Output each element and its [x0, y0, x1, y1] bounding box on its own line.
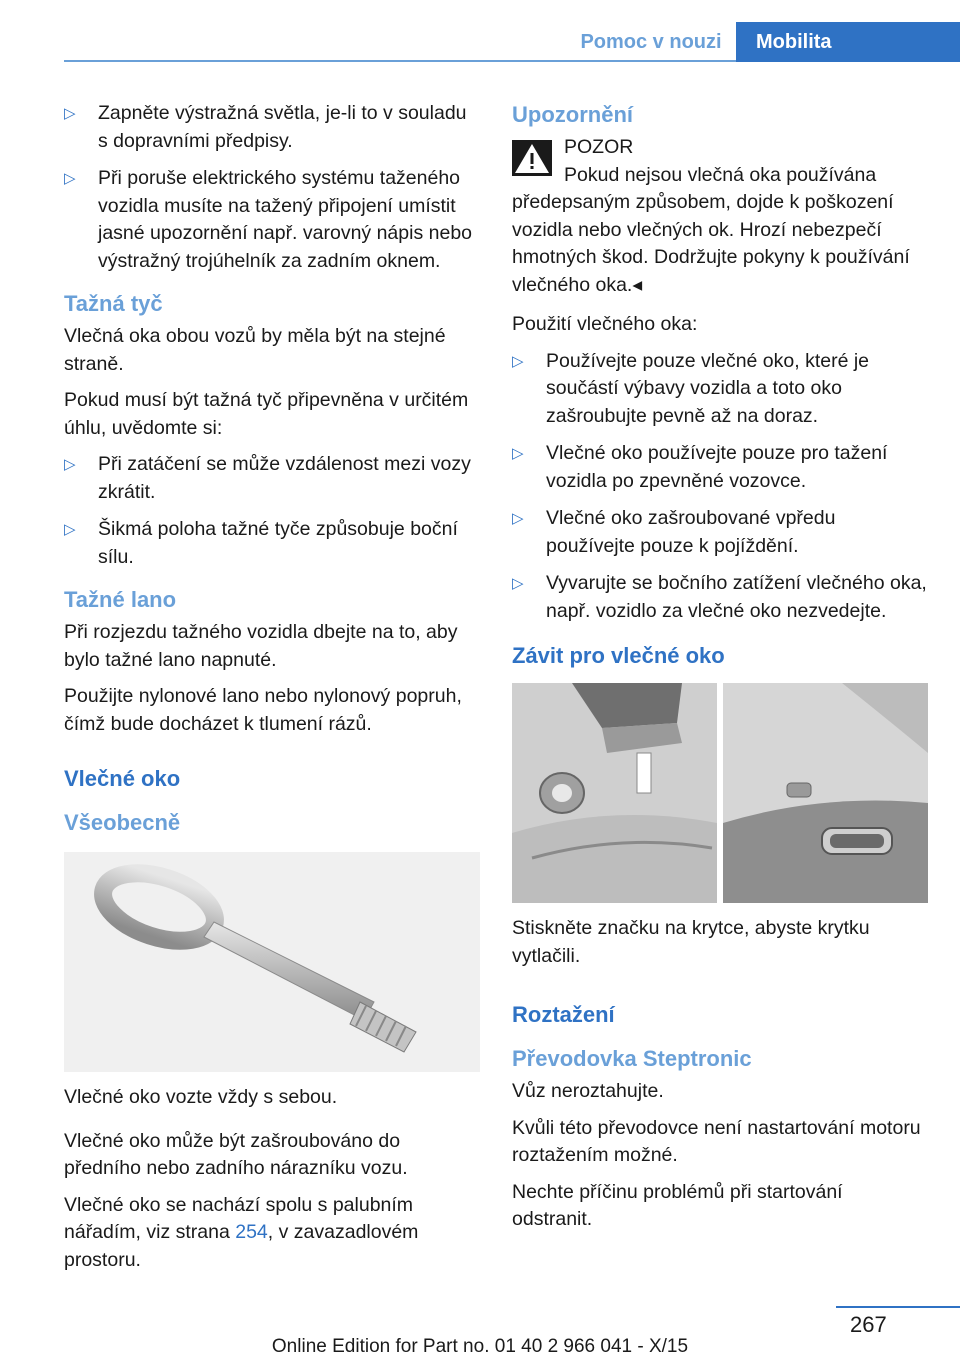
paragraph: Pokud musí být tažná tyč připevněna v určitém úhlu, uvědomte si: — [64, 389, 469, 439]
image-caption: Stiskněte značku na krytce, abyste krytku vytlačili. — [512, 917, 870, 967]
bullet-list-top — [64, 100, 480, 275]
page-link[interactable]: 254 — [235, 1221, 268, 1243]
paragraph: Použijte nylonové lano nebo nylonový popruh, čímž bude docházet k tlumení rázů. — [64, 685, 462, 735]
bumper-image — [512, 683, 928, 903]
heading-zavit: Závit pro vlečné oko — [512, 643, 725, 668]
left-column — [64, 100, 480, 1283]
paragraph: Vlečné oko může být zašroubováno do předního nebo zadního nárazníku vozu. — [64, 1129, 408, 1179]
tab-section[interactable]: Pomoc v nouzi — [580, 31, 722, 53]
paragraph: Vůz neroztahujte. — [512, 1080, 664, 1102]
heading-upozorneni: Upozornění — [512, 102, 633, 127]
list-item: ▷ Při poruše elektrického systému taženého vozidla musíte na tažený připojení umístit jasné upozornění např. varovný nápis nebo výstražný trojúhelník za zadním oknem. — [64, 167, 473, 272]
heading-vseobecne: Všeobecně — [64, 810, 181, 835]
image-divider — [717, 683, 723, 903]
triangle-bullet-icon: ▷ — [512, 510, 524, 527]
list-item: ▷ Při zatáčení se může vzdálenost mezi vozy zkrátit. — [64, 453, 471, 503]
paragraph: Při rozjezdu tažného vozidla dbejte na to, aby bylo tažné lano napnuté. — [64, 621, 458, 671]
heading-roztazeni: Roztažení — [512, 1002, 615, 1027]
triangle-bullet-icon: ▷ — [64, 105, 76, 122]
triangle-bullet-icon: ▷ — [64, 170, 76, 187]
triangle-bullet-icon: ▷ — [512, 352, 524, 370]
triangle-bullet-icon: ▷ — [64, 456, 76, 473]
triangle-bullet-icon: ▷ — [512, 445, 524, 462]
paragraph: Vlečné oko vozte vždy s sebou. — [64, 1086, 338, 1108]
bullet-list — [64, 451, 480, 571]
list-item: ▷ Používejte pouze vlečné oko, které je součástí výbavy vozidla a toto oko zašroubujte pevně až na doraz. — [512, 349, 870, 427]
right-column — [512, 100, 928, 1243]
paragraph: Nechte příčinu problémů při startování odstranit. — [512, 1180, 843, 1230]
tab-chapter[interactable]: Mobilita — [736, 22, 960, 62]
heading-tazne-lano: Tažné lano — [64, 587, 177, 612]
paragraph: Kvůli této převodovce není nastartování motoru roztažením možné. — [512, 1116, 921, 1166]
triangle-bullet-icon: ▷ — [64, 521, 76, 538]
paragraph-with-link: Vlečné oko se nachází spolu s palubním nářadím, viz strana 254, v zavazadlovém prostoru. — [64, 1193, 419, 1271]
warning-line: Pokud nejsou vlečná oka používána — [564, 163, 877, 186]
edition-footer: Online Edition for Part no. 01 40 2 966 041 - X/15 — [271, 1336, 689, 1357]
tow-hook-illustration — [64, 852, 480, 1072]
list-item: ▷ Vyvarujte se bočního zatížení vlečného oka, např. vozidlo za vlečné oko nezvedejte. — [512, 572, 927, 622]
list-item: ▷ Vlečné oko používejte pouze pro tažení vozidla po zpevněné vozovce. — [512, 442, 888, 492]
warning-label: POZOR — [564, 136, 634, 158]
warning-block — [512, 134, 928, 299]
heading-steptronic: Převodovka Steptronic — [512, 1046, 752, 1071]
tow-hook-image — [64, 852, 480, 1072]
warning-triangle-icon — [512, 140, 552, 176]
warning-text: předepsaným způsobem, dojde k poškození vozidla nebo vlečných ok. Hrozí nebezpečí hmotných škod. Dodržujte pokyny k používání vlečného oka.◂ — [512, 191, 910, 296]
list-item: ▷ Vlečné oko zašroubované vpředu používejte pouze k pojíždění. — [512, 507, 836, 557]
list-item: ▷ Zapněte výstražná světla, je-li to v souladu s dopravními předpisy. — [64, 102, 467, 152]
page-number: 267 — [850, 1312, 887, 1337]
triangle-bullet-icon: ▷ — [512, 575, 524, 592]
footer-rule — [836, 1306, 960, 1308]
heading-vlecne-oko: Vlečné oko — [64, 766, 181, 791]
bullet-list — [512, 348, 928, 626]
list-item: ▷ Šikmá poloha tažné tyče způsobuje boční sílu. — [64, 518, 458, 568]
heading-tazna-tyc: Tažná tyč — [64, 291, 163, 316]
paragraph: Použití vlečného oka: — [512, 313, 698, 335]
paragraph: Vlečná oka obou vozů by měla být na stejné straně. — [64, 325, 446, 375]
